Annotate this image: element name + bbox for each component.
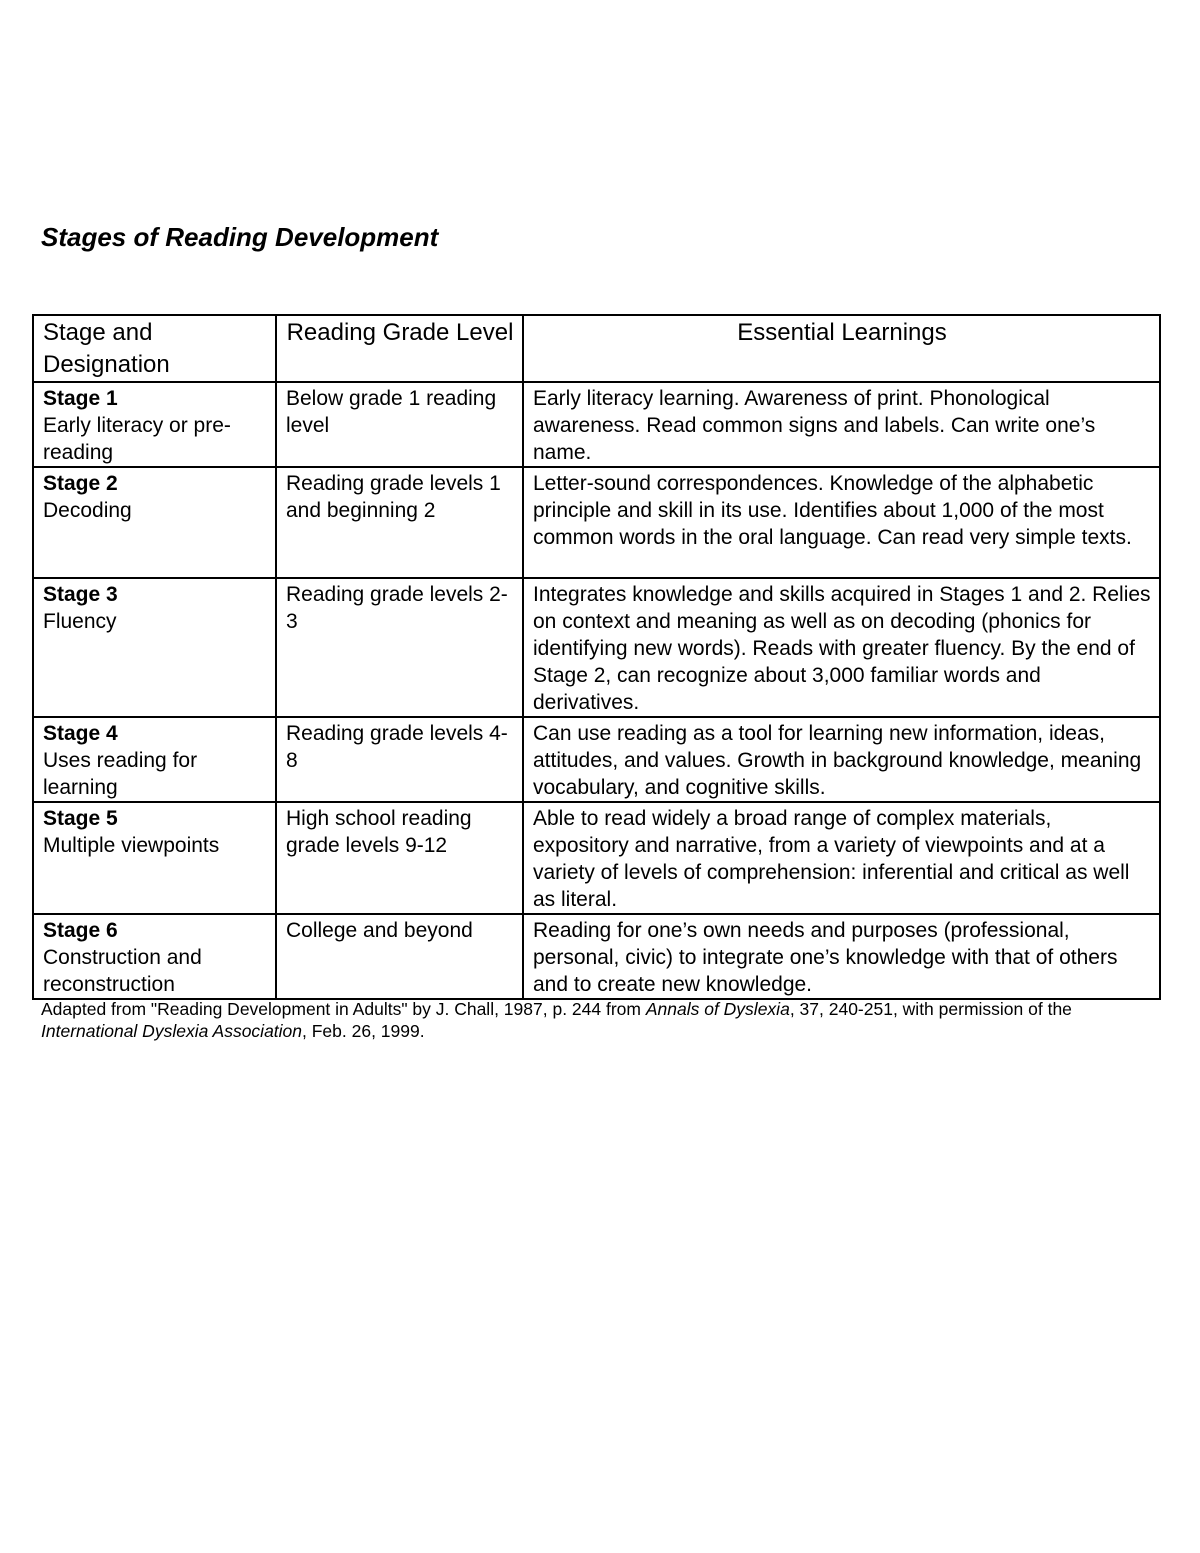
table-row: [33, 467, 1160, 578]
stage-designation: Decoding: [43, 499, 132, 522]
header-reading-grade-level: Reading Grade Level: [276, 315, 523, 382]
stage-designation: Early literacy or pre-reading: [43, 414, 231, 464]
citation-association: International Dyslexia Association: [41, 1021, 303, 1041]
citation-text: , Feb. 26, 1999.: [302, 1021, 425, 1041]
stage-cell: [33, 914, 276, 999]
stage-cell: [33, 717, 276, 802]
stage-designation: Uses reading for learning: [43, 749, 198, 799]
stage-number: Stage 6: [43, 919, 118, 942]
header-stage-designation: Stage and Designation: [33, 315, 276, 382]
stage-designation: Multiple viewpoints: [43, 834, 220, 857]
table-row: [33, 578, 1160, 717]
stage-number: Stage 5: [43, 807, 118, 830]
essential-learnings-cell: Letter-sound correspondences. Knowledge of the alphabetic principle and skill in its use. Identifies about 1,000 of the most common words in the oral language. Can read very simple texts.: [523, 467, 1160, 578]
citation-text: , 37, 240-251, with permission of the: [789, 999, 1072, 1019]
stage-cell: [33, 802, 276, 914]
citation-text: Adapted from "Reading Development in Adults" by J. Chall, 1987, p. 244 from: [41, 999, 646, 1019]
header-essential-learnings: Essential Learnings: [523, 315, 1160, 382]
table-row: [33, 382, 1160, 467]
citation-note: [41, 998, 1159, 1042]
stage-cell: [33, 578, 276, 717]
essential-learnings-cell: Reading for one’s own needs and purposes (professional, personal, civic) to integrate one’s knowledge with that of others and to create new knowledge.: [523, 914, 1160, 999]
citation-journal: Annals of Dyslexia: [645, 999, 790, 1019]
grade-level-cell: High school reading grade levels 9-12: [276, 802, 523, 914]
stages-table: [32, 314, 1161, 1000]
stage-cell: [33, 382, 276, 467]
essential-learnings-cell: Can use reading as a tool for learning new information, ideas, attitudes, and values. Growth in background knowledge, meaning vocabulary, and cognitive skills.: [523, 717, 1160, 802]
stage-number: Stage 4: [43, 722, 118, 745]
table-row: [33, 802, 1160, 914]
grade-level-cell: Below grade 1 reading level: [276, 382, 523, 467]
stage-number: Stage 1: [43, 387, 118, 410]
table-row: [33, 914, 1160, 999]
essential-learnings-cell: Integrates knowledge and skills acquired in Stages 1 and 2. Relies on context and meaning as well as on decoding (phonics for identifying new words). Reads with greater fluency. By the end of Stage 2, can recognize about 3,000 familiar words and derivatives.: [523, 578, 1160, 717]
grade-level-cell: Reading grade levels 4-8: [276, 717, 523, 802]
stage-number: Stage 3: [43, 583, 118, 606]
table-row: [33, 717, 1160, 802]
document-title: Stages of Reading Development: [41, 222, 439, 252]
grade-level-cell: Reading grade levels 1 and beginning 2: [276, 467, 523, 578]
grade-level-cell: College and beyond: [276, 914, 523, 999]
table-header-row: [33, 315, 1160, 382]
stage-number: Stage 2: [43, 472, 118, 495]
grade-level-cell: Reading grade levels 2-3: [276, 578, 523, 717]
essential-learnings-cell: Able to read widely a broad range of complex materials, expository and narrative, from a variety of viewpoints and at a variety of levels of comprehension: inferential and critical as well as literal.: [523, 802, 1160, 914]
stage-designation: Construction and reconstruction: [43, 946, 202, 996]
stage-designation: Fluency: [43, 610, 117, 633]
essential-learnings-cell: Early literacy learning. Awareness of print. Phonological awareness. Read common signs and labels. Can write one’s name.: [523, 382, 1160, 467]
stage-cell: [33, 467, 276, 578]
